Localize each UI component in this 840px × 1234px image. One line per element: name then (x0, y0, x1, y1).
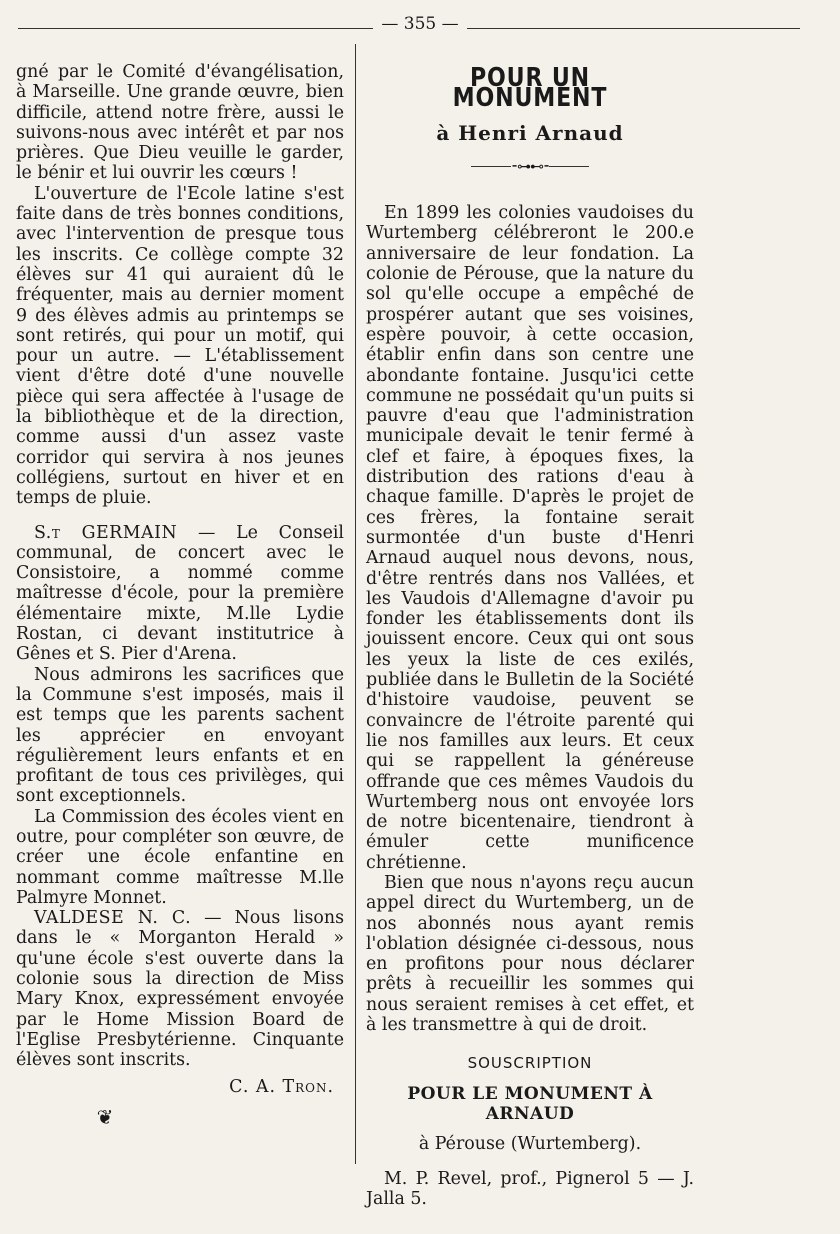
left-column (16, 62, 344, 1127)
paragraph-continuation: gné par le Comité d'évangélisation, à Marseille. Une grande œuvre, bien difficile, attend notre frère, aussi le suivons-nous avec intérêt et par nos prières. Que Dieu veuille le garder, le bénir et lui ouvrir les cœurs ! (16, 62, 344, 184)
page-number: — 355 — (0, 14, 840, 34)
subscription-location: à Pérouse (Wurtemberg). (418, 1134, 642, 1155)
paragraph-valdese (16, 908, 344, 1070)
column-divider (355, 44, 356, 1164)
subscription-heading: SOUSCRIPTION (467, 1054, 593, 1073)
article-title: POUR UN MONUMENT (452, 63, 608, 114)
paragraph-st-germain (16, 523, 344, 665)
subscription-title: POUR LE MONUMENT À ARNAUD (407, 1083, 653, 1124)
valdese-text: — Nous lisons dans le « Morganton Herald » qu'une école s'est ouverte dans la colonie sous la direction de Miss Mary Knox, expressément envoyée par le Home Mission Board de l'Eglise Presbytérienne. Cinquante élèves sont inscrits. (16, 908, 344, 1071)
paragraph-commission: La Commission des écoles vient en outre, pour compléter son œuvre, de créer une école enfantine en nommant comme maîtresse M.lle Palmyre Monnet. (16, 806, 344, 908)
lead-valdese: VALDESE N. C. (34, 908, 192, 929)
signature: C. A. Tron. (229, 1076, 334, 1097)
paragraph-appel: Bien que nous n'ayons reçu aucun appel direct du Wurtemberg, un de nos abonnés nous ayant remis l'oblation désignée ci-dessous, nous en profitons pour nous déclarer prêts à recueillir les sommes qui nous seraient remises à cet effet, et à les transmettre à qui de droit. (366, 872, 694, 1036)
ornament-divider-icon: ⁃⊶⊷⁃ (366, 157, 694, 177)
paragraph-colonies: En 1899 les colonies vaudoises du Wurtemberg célébreront le 200.e anniversaire de leur fondation. La colonie de Pérouse, que la nature du sol qu'elle occupe a empêché de prospérer autant que ses voisines, espère pouvoir, à cette occasion, établir enfin dans son centre une abondante fontaine. Jusqu'ici cette commune ne possédait qu'un puits si pauvre d'eau que l'administration municipale devait le tenir fermé à clef et faire, à époques fixes, la distribution des rations d'eau à chaque famille. D'après le projet de ces frères, la fontaine serait surmontée d'un buste d'Henri Arnaud auquel nous devons, nous, d'être rentrés dans nos Vallées, et les Vaudois d'Allemagne d'avoir pu fonder les établissements dont ils jouissent encore. Ceux qui ont sous les yeux la liste de ces exilés, publiée dans le Bulletin de la Société d'histoire vaudoise, peuvent se convaincre de l'étroite parenté qui lie nos familles aux leurs. Et ceux qui se rappellent la généreuse offrande que ces mêmes Vaudois du Wurtemberg nous ont envoyée lors de notre bicentenaire, tiendront à émuler cette munificence chrétienne. (366, 203, 694, 873)
right-column (366, 62, 694, 1209)
fleuron-icon: ❦ (96, 1104, 114, 1129)
paragraph-sacrifices: Nous admirons les sacrifices que la Commune s'est imposés, mais il est temps que les parents sachent les apprécier en envoyant régulièrement leurs enfants et en profitant de tous ces privilèges, qui sont exceptionnels. (16, 664, 344, 807)
article-subtitle: à Henri Arnaud (436, 120, 624, 145)
paragraph-ecole-latine: L'ouverture de l'Ecole latine s'est faite dans de très bonnes conditions, avec l'intervention de presque tous les inscrits. Ce collège compte 32 élèves sur 41 qui auraient dû le fréquenter, mais au dernier moment 9 des élèves admis au printemps se sont retirés, qui pour un motif, qui pour un autre. — L'établissement vient d'être doté d'une nouvelle pièce qui sera affectée à l'usage de la bibliothèque et de la direction, comme aussi d'un assez vaste corridor qui servira à nos jeunes collégiens, surtout en hiver et en temps de pluie. (16, 183, 344, 509)
contribution-list: M. P. Revel, prof., Pignerol 5 — J. Jalla 5. (366, 1168, 694, 1209)
lead-st-germain: S.t GERMAIN (34, 522, 178, 543)
st-germain-text: — Le Conseil communal, de concert avec le Consistoire, a nommé comme maîtresse d'école, pour la première élémentaire mixte, M.lle Lydie Rostan, ci devant institutrice à Gênes et S. Pier d'Arena. (16, 522, 344, 665)
